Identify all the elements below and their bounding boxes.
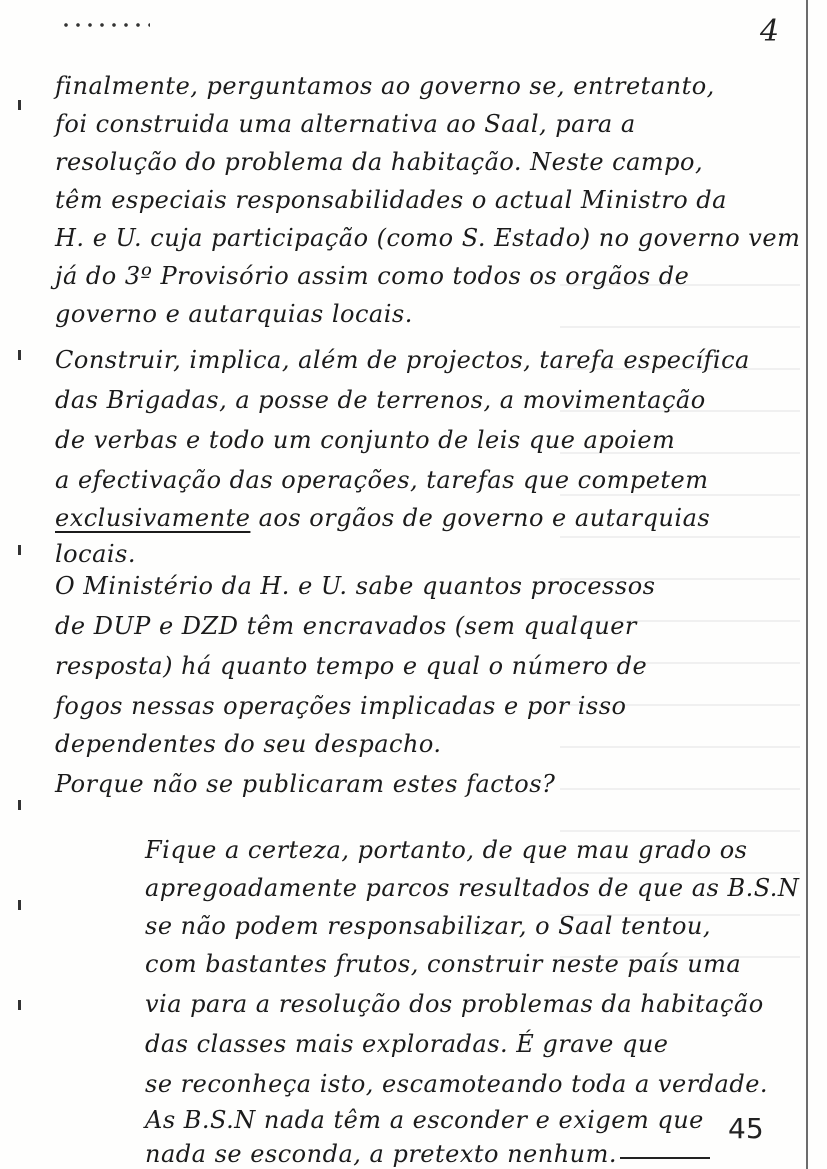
- handwritten-line: já do 3º Provisório assim como todos os orgãos de: [55, 262, 690, 290]
- underlined-word: exclusivamente: [55, 504, 251, 532]
- page-number-top: 4: [760, 14, 780, 49]
- page-edge-rule: [806, 0, 808, 1169]
- handwritten-line: H. e U. cuja participação (como S. Estado) no governo vem: [55, 224, 801, 252]
- handwritten-line: As B.S.N nada têm a esconder e exigem que: [145, 1106, 704, 1134]
- handwritten-line: com bastantes frutos, construir neste país uma: [145, 950, 742, 978]
- handwritten-line: a efectivação das operações, tarefas que competem: [55, 466, 709, 494]
- handwritten-line: apregoadamente parcos resultados de que as B.S.N: [145, 874, 800, 902]
- handwritten-line: das classes mais exploradas. É grave que: [145, 1030, 669, 1058]
- handwritten-line: das Brigadas, a posse de terrenos, a movimentação: [55, 386, 706, 414]
- handwritten-line: dependentes do seu despacho.: [55, 730, 442, 758]
- page-number-bottom: 45: [728, 1112, 764, 1145]
- handwritten-line: de DUP e DZD têm encravados (sem qualquer: [55, 612, 637, 640]
- handwritten-line: locais.: [55, 540, 136, 568]
- handwritten-line: resolução do problema da habitação. Neste campo,: [55, 148, 704, 176]
- handwritten-line: fogos nessas operações implicadas e por isso: [55, 692, 627, 720]
- handwritten-line: Fique a certeza, portanto, de que mau grado os: [145, 836, 748, 864]
- handwritten-line: O Ministério da H. e U. sabe quantos processos: [55, 572, 656, 600]
- handwritten-line: Porque não se publicaram estes factos?: [55, 770, 556, 798]
- handwritten-line: resposta) há quanto tempo e qual o número de: [55, 652, 648, 680]
- line-rest: aos orgãos de governo e autarquias: [258, 504, 711, 532]
- handwritten-line: Construir, implica, além de projectos, tarefa específica: [55, 346, 750, 374]
- perforation-marks: [60, 22, 150, 28]
- handwritten-line: têm especiais responsabilidades o actual Ministro da: [55, 186, 727, 214]
- handwritten-line: de verbas e todo um conjunto de leis que apoiem: [55, 426, 676, 454]
- handwritten-line: foi construida uma alternativa ao Saal, para a: [55, 110, 636, 138]
- left-margin-marks: [18, 0, 24, 1169]
- closing-underline: [620, 1157, 710, 1159]
- handwritten-line-with-underline: [55, 504, 710, 532]
- handwritten-line: nada se esconda, a pretexto nenhum.: [145, 1140, 618, 1168]
- handwritten-line: se reconheça isto, escamoteando toda a verdade.: [145, 1070, 769, 1098]
- handwritten-line: governo e autarquias locais.: [55, 300, 413, 328]
- handwritten-line: se não podem responsabilizar, o Saal tentou,: [145, 912, 712, 940]
- handwritten-line: via para a resolução dos problemas da habitação: [145, 990, 764, 1018]
- handwritten-line: finalmente, perguntamos ao governo se, entretanto,: [55, 72, 715, 100]
